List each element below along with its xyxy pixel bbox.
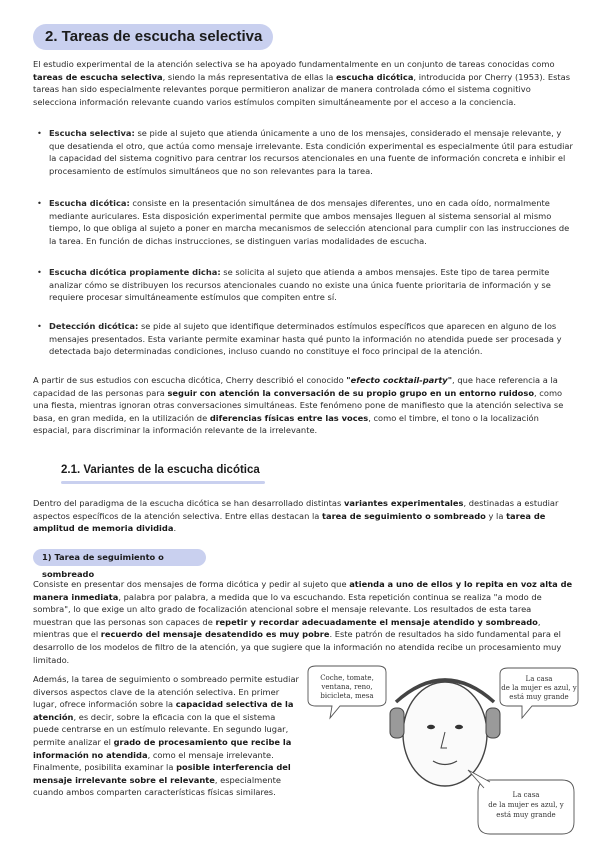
text: Dentro del paradigma de la escucha dicótica se han desarrollado distintas: [33, 498, 344, 508]
bullet-text: se solicita al sujeto que atienda a ambos mensajes. Este tipo de tarea permite analizar cómo se distribuyen los recursos atencionales cuando no existe una única fuente prioritaria de información y se requiere procesar simultáneamente estímulos que compiten entre sí.: [49, 267, 551, 303]
bold-text: seguir con atención la conversación de su propio grupo en un entorno ruidoso: [167, 387, 535, 398]
text: , como el timbre, el tono o la localización espacial, para discriminar la información relevante de la irrelevante.: [33, 412, 539, 436]
bullet-term: Detección dicótica:: [49, 321, 139, 331]
bold-text: tarea de amplitud de memoria dividida: [33, 510, 546, 534]
text: . Este patrón de resultados ha sido fundamental para el desarrollo de los modelos de filtro de la atención, ya que sugiere que la información no atendida recibe un procesamiento muy limitado.: [33, 629, 562, 665]
text: A partir de sus estudios con escucha dicótica, Cherry describió el conocido: [33, 375, 347, 385]
text: .: [173, 523, 177, 534]
bullet-icon: •: [37, 198, 42, 208]
right-eye: [455, 725, 463, 729]
bold-text: repetir y recordar adecuadamente el mensaje atendido y sombreado: [215, 616, 538, 627]
bottom-bubble-line: de la mujer es azul, y: [488, 801, 564, 809]
text: El estudio experimental de la atención selectiva se ha apoyado fundamentalmente en un conjunto de tareas conocidas como: [33, 59, 555, 69]
bold-text: grado de procesamiento que recibe la información no atendida: [33, 736, 292, 760]
section-intro-paragraph: [33, 58, 573, 108]
bullet-text: se pide al sujeto que identifique determinados estímulos específicos que aparecen en alguno de los mensajes presentados. Esta variante permite examinar hasta qué punto la información no atendida puede ser procesada y detectada bajo determinadas condiciones, incluso cuando no constituye el foco principal de la atención.: [49, 321, 562, 357]
list-item: [33, 320, 573, 358]
bullet-icon: •: [37, 128, 42, 138]
text: , que hace referencia a la capacidad de las personas para: [33, 375, 558, 398]
list-item: [33, 197, 573, 247]
left-eye: [427, 725, 435, 729]
bullet-term: Escucha dicótica:: [49, 198, 130, 208]
left-ear-cup: [390, 708, 404, 738]
text: Además, la tarea de seguimiento o sombreado permite estudiar diversos aspectos clave de la atención selectiva. En primer lugar, ofrece información sobre la: [33, 674, 299, 710]
text: y la: [485, 510, 507, 521]
text: , es decir, sobre la eficacia con la que el sistema puede centrarse en un estímulo relevante. En segundo lugar, permite analizar el: [33, 711, 289, 747]
bold-text: atienda a uno de ellos y lo repita en voz alta de manera inmediata: [33, 579, 573, 602]
text: , destinadas a estudiar aspectos específicos de la atención selectiva. Entre ellas destacan la: [33, 498, 559, 521]
bold-text: tarea de seguimiento o sombreado: [322, 510, 486, 521]
text: , como el mensaje irrelevante. Finalmente, posibilita examinar la: [33, 749, 274, 773]
section-heading: 2. Tareas de escucha selectiva: [33, 24, 273, 50]
list-item: [33, 266, 573, 304]
right-bubble-line: de la mujer es azul, y: [501, 684, 577, 692]
subsection-heading: 2.1. Variantes de la escucha dicótica: [61, 464, 260, 476]
right-bubble-line: La casa: [525, 675, 553, 683]
task-description-paragraph: [33, 578, 573, 666]
bullet-icon: •: [37, 321, 42, 331]
text: Consiste en presentar dos mensajes de forma dicótica y pedir al sujeto que: [33, 579, 350, 589]
bottom-bubble-line: La casa: [512, 791, 540, 799]
left-bubble-line: ventana, reno,: [321, 683, 373, 691]
bold-text: variantes experimentales: [343, 498, 464, 508]
bottom-bubble-line: está muy grande: [496, 811, 556, 819]
task-aspects-paragraph: [33, 673, 299, 799]
heading-underline: [61, 481, 265, 484]
text: , como una fiesta, mientras ignoran otras conversaciones simultáneas. Este fenómeno pone de manifiesto que la atención selectiva se basa, en gran medida, en la utilización de: [33, 387, 564, 423]
list-item: [33, 127, 573, 177]
task-label-badge: 1) Tarea de seguimiento o sombreado: [33, 549, 206, 566]
bold-text: escucha dicótica: [335, 71, 414, 82]
bold-text: capacidad selectiva de la atención: [33, 699, 294, 722]
text: , introducida por Cherry (1953). Estas tareas han sido especialmente relevantes porque permitieron analizar de manera controlada cómo el sistema cognitivo selecciona información relevante cuando varios estímulos compiten simultáneamente por el acceso a la conciencia.: [33, 71, 571, 107]
cocktail-party-paragraph: [33, 374, 573, 437]
bold-text: recuerdo del mensaje desatendido es muy pobre: [100, 629, 330, 640]
text: , especialmente cuando ambos comparten características físicas similares.: [33, 774, 281, 798]
right-ear-cup: [486, 708, 500, 738]
left-bubble-line: bicicleta, mesa: [320, 692, 374, 700]
bold-text: tareas de escucha selectiva: [33, 71, 163, 82]
text: , siendo la más representativa de ellas la: [162, 71, 336, 82]
text: , palabra por palabra, a medida que lo va escuchando. Esta repetición continua se realiza "a modo de sombra", lo que exige un alto grado de focalización atencional sobre el mensaje relevante. Los resultados de esta tarea muestran que las personas son capaces de: [33, 591, 542, 627]
listener-head-figure: [390, 680, 500, 786]
bullet-term: Escucha selectiva:: [49, 128, 135, 138]
bullet-icon: •: [37, 267, 42, 277]
text: , mientras que el: [33, 616, 541, 640]
bold-text: diferencias físicas entre las voces: [209, 412, 369, 423]
bullet-text: se pide al sujeto que atienda únicamente a uno de los mensajes, considerado el mensaje relevante, y que desatienda el otro, que actúa como mensaje irrelevante. Esta condición experimental es especialmente útil para estudiar la capacidad del sistema cognitivo para centrar los recursos atencionales en una fuente de información concreta e inhibir el procesamiento de estímulos simultáneos que no son relevantes para la tarea.: [49, 128, 573, 176]
right-bubble-line: está muy grande: [509, 693, 569, 701]
italic-term: "efecto cocktail-party": [346, 375, 453, 385]
bullet-text: consiste en la presentación simultánea de dos mensajes diferentes, uno en cada oído, normalmente mediante auriculares. Esta disposición experimental permite que ambos mensajes lleguen al sistema sensorial al mismo tiempo, lo que obliga al sujeto a poner en marcha mecanismos de selección atencional para cumplir con las instrucciones de la tarea. En función de dichas instrucciones, se distinguen varias modalidades de escucha.: [49, 198, 570, 246]
bold-text: posible interferencia del mensaje irrelevante sobre el relevante: [33, 762, 291, 785]
bullet-term: Escucha dicótica propiamente dicha:: [49, 267, 221, 277]
dichotic-listening-illustration: [300, 662, 585, 842]
left-bubble-line: Coche, tomate,: [320, 674, 374, 682]
subsection-intro-paragraph: [33, 497, 573, 535]
